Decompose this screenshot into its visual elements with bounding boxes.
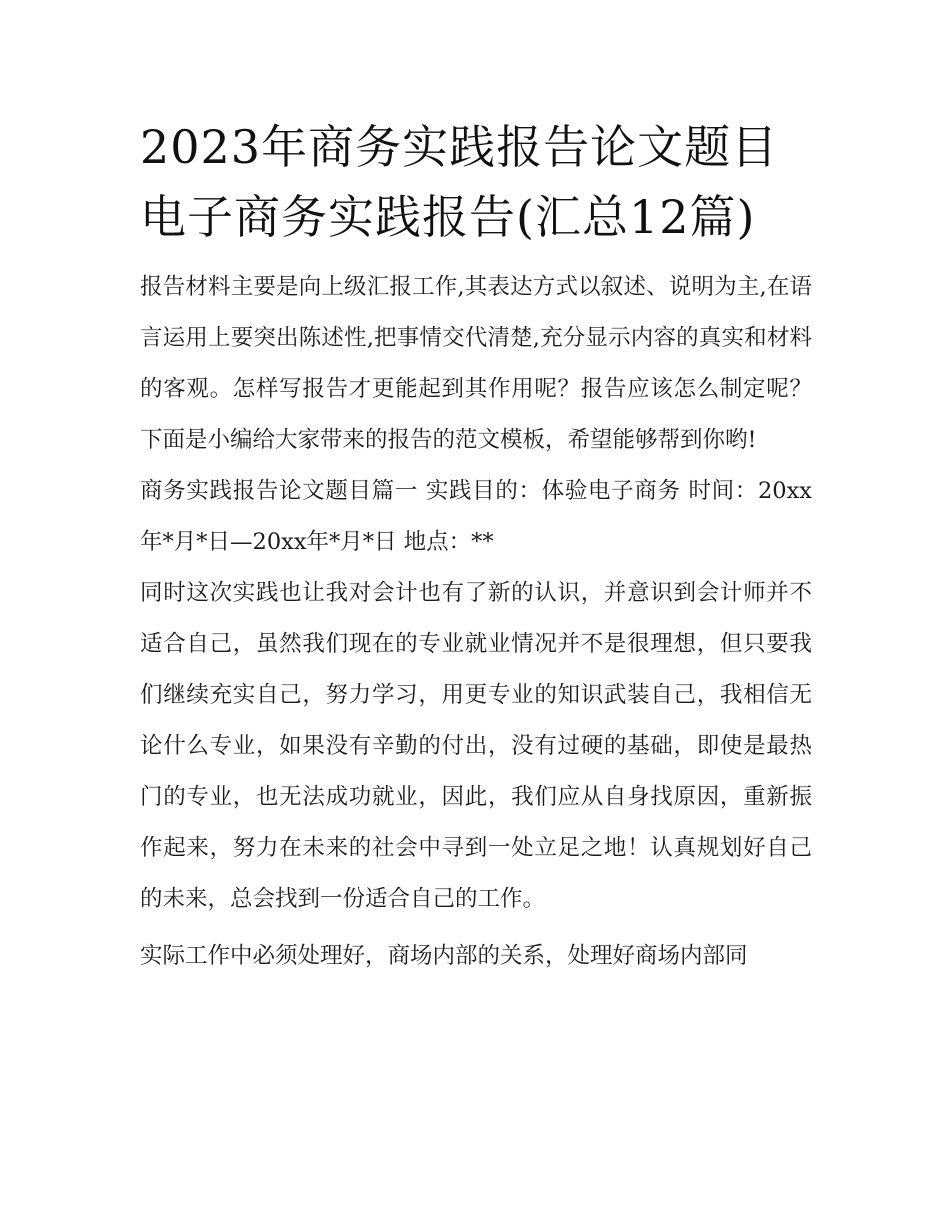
title-line-2: 电子商务实践报告(汇总12篇) bbox=[140, 190, 756, 244]
body-paragraph-continued: 实际工作中必须处理好，商场内部的关系，处理好商场内部同 bbox=[140, 943, 748, 969]
body-paragraph: 同时这次实践也让我对会计也有了新的认识，并意识到会计师并不适合自己，虽然我们现在的专业就业情况并不是很理想，但只要我们继续充实自己，努力学习，用更专业的知识武装自己，我相信无论什么专业，如果没有辛勤的付出，没有过硬的基础，即使是最热门的专业，也无法成功就业，因此，我们应从自身找原因，重新振作起来，努力在未来的社会中寻到一处立足之地！认真规划好自己的未来，总会找到一份适合自己的工作。 bbox=[140, 580, 812, 912]
document-page bbox=[140, 112, 812, 982]
section-heading-paragraph: 商务实践报告论文题目篇一 实践目的：体验电子商务 时间：20xx年*月*日—20xx年*月*日 地点：** bbox=[140, 478, 812, 555]
document-title bbox=[140, 112, 812, 252]
intro-paragraph: 报告材料主要是向上级汇报工作,其表达方式以叙述、说明为主,在语言运用上要突出陈述性,把事情交代清楚,充分显示内容的真实和材料的客观。怎样写报告才更能起到其作用呢？报告应该怎么制定呢？下面是小编给大家带来的报告的范文模板，希望能够帮到你哟! bbox=[140, 274, 812, 453]
title-line-1: 2023年商务实践报告论文题目 bbox=[140, 120, 779, 174]
document-body bbox=[140, 262, 812, 982]
